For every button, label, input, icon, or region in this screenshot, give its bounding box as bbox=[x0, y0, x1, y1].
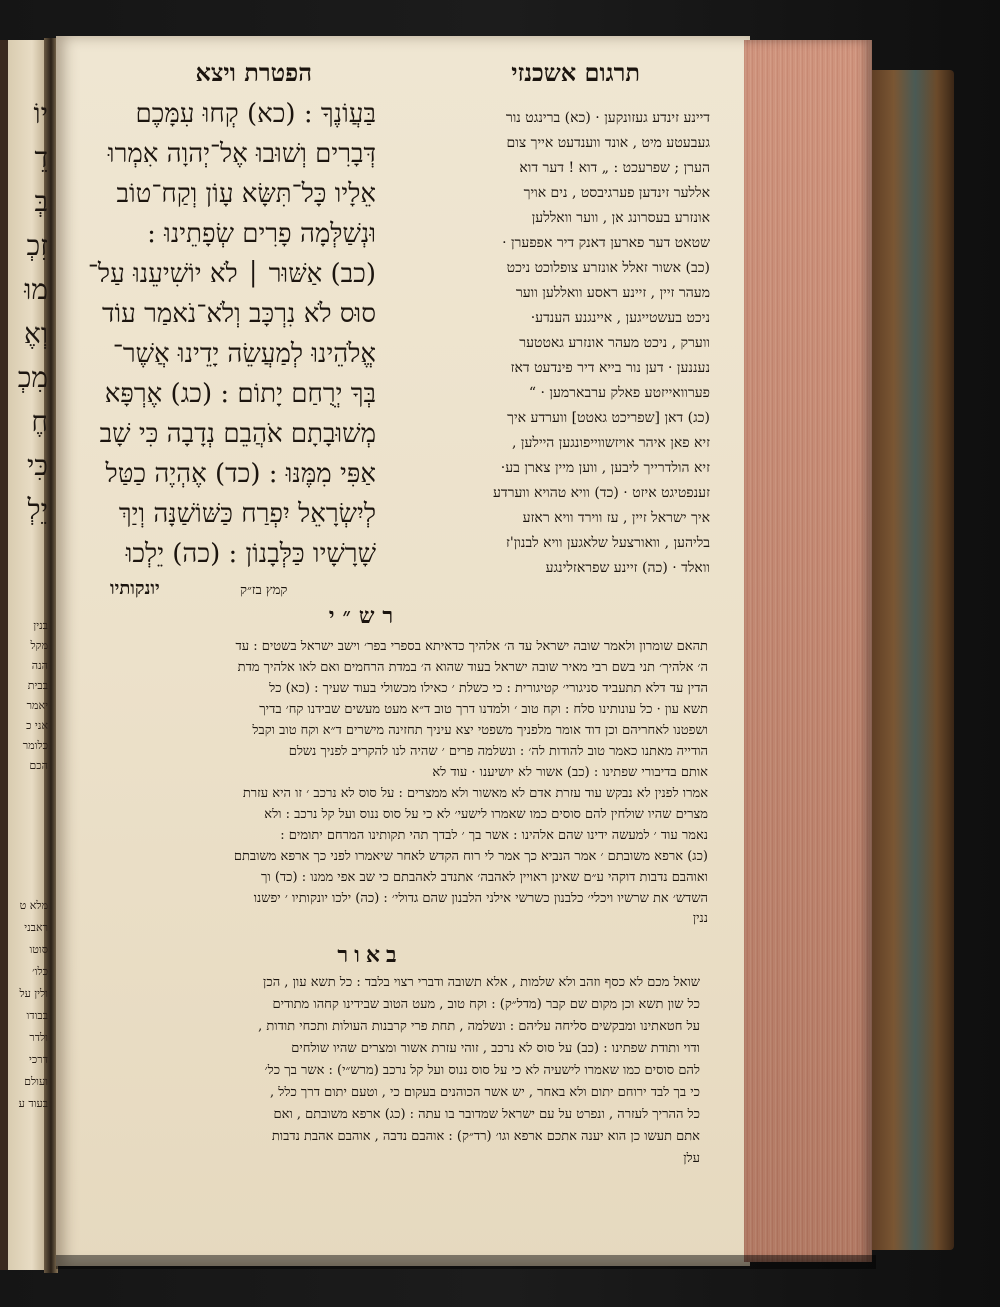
yiddish-line: (כג) דאן [שפריכט גאטט] ווערדע איך bbox=[507, 410, 710, 426]
rashi-line: מצרים שהיו שולחין להם סוסים כמו שאמרו לישעי׳ לא כי על סוס ננוס ועל קל נרכב : ולא bbox=[264, 808, 708, 822]
running-header-right: תרגום אשכנזי bbox=[511, 58, 640, 87]
hebrew-line: שָׁרָשָׁיו כַּלְּבָנוֹן : (כה) יֵלְכוּ bbox=[125, 540, 376, 569]
rashi-commentary bbox=[60, 640, 708, 930]
left-page-small-text: ועולם bbox=[24, 1075, 48, 1088]
yiddish-line: אונזרע בעסרונג אן , ווער וואללען bbox=[531, 210, 710, 226]
biur-line: כל שון תשא וכן מקום שם קבר (מדל״ק) : וקח טוב , מעט הטוב שבידינו קחהו מתודים bbox=[272, 998, 700, 1012]
rashi-line: ננין bbox=[692, 912, 708, 926]
rashi-line: תהאם שומרון ולאמר שובה ישראל עד ה׳ אלהיך כדאיתא בספרי בפר׳ וישב ישראל בשטים : עד bbox=[235, 640, 708, 654]
hebrew-line: בַּעֲוֹנֶךָ : (כא) קְחוּ עִמָּכֶם bbox=[135, 100, 376, 129]
hebrew-line: לְיִשְׂרָאֵל יִפְרַח כַּשּׁוֹשַׁנָּה וְיַךְ bbox=[118, 500, 376, 529]
vowel-note: קמץ בז״ק bbox=[240, 583, 288, 598]
left-page-small-text: כלומר bbox=[22, 739, 48, 752]
left-page-glyph: מִכְ bbox=[17, 361, 48, 394]
book-bottom-shadow bbox=[56, 1255, 876, 1269]
hebrew-line: מְשׁוּבָתָם אֹהֲבֵם נְדָבָה כִּי שָׁב bbox=[99, 420, 376, 449]
yiddish-line: אללער זינדען פערגיבסט , נים אויך bbox=[523, 185, 710, 201]
hebrew-line: אֱלֹהֵינוּ לְמַעֲשֵׂה יָדֵינוּ אֲשֶׁר־ bbox=[112, 340, 376, 369]
yiddish-line: זענפטיגט איזט · (כד) וויא טהויא ווערדע bbox=[492, 485, 710, 501]
biur-line: אתם תעשו כן הוא יענה אתכם ארפא וגו׳ (רד״ק) : אוהבם נדבה , אוהבם אהבת נדבות bbox=[271, 1130, 700, 1144]
yiddish-line: בליהען , וואורצעל שלאגען וויא לבנון'ז bbox=[505, 535, 710, 551]
left-page-small-text: כלו׳ bbox=[32, 965, 48, 978]
hebrew-line: דְּבָרִים וְשׁוּבוּ אֶל־יְהוָה אִמְרוּ bbox=[107, 140, 376, 169]
left-page-glyph: חֶ bbox=[31, 405, 48, 438]
left-page-small-text: סוטו bbox=[29, 943, 48, 956]
yiddish-line: זיא פאן איהר אויזשווייפונגען היילען , bbox=[512, 435, 710, 451]
left-page-glyph: דֵ bbox=[34, 141, 48, 174]
rashi-line: תשא עון · כל עונותינו סלח : וקח טוב ׳ ולמדנו דרך טוב ד״א מעט מעשים שבידנו קח׳ בדיך bbox=[259, 703, 708, 717]
left-page-small-text: בבית bbox=[27, 679, 48, 692]
yiddish-line: פערוואייזטע פאלק ערבארמען · “ bbox=[528, 385, 710, 401]
biur-line: כל ההריך לעזרה , ונפרט על עם ישראל שמדובר בו עתה : (כג) ארפא משובתם , ואם bbox=[273, 1108, 700, 1122]
left-page-small-text: אני כ bbox=[26, 719, 48, 732]
rashi-line: הודייה מאתנו כאמר טוב להודות לה׳ : ונשלמה פרים ׳ שהיה לנו להקריב לפניך נשלם bbox=[288, 745, 708, 759]
rashi-line: הדין עד דלא תתעביד סניגורי׳ קטיגורית : כי כשלת ׳ כאילו מכשולי בעוד שעיך : (כא) כל bbox=[269, 682, 708, 696]
hebrew-line: אַפִּי מִמֶּנּוּ : (כד) אֶהְיֶה כַטַּל bbox=[105, 460, 376, 489]
hebrew-line: אֵלָיו כָּל־תִּשָּׂא עָוֹן וְקַח־טוֹב bbox=[116, 180, 376, 209]
biur-commentary bbox=[60, 976, 700, 1176]
biur-line: שואל מכם לא כסף וזהב ולא שלמות , אלא תשובה ודברי רצוי בלבד : כל תשא עון , הכן bbox=[263, 976, 700, 990]
rashi-line: ואוהבם נדבות דוקהי ע״ם שאינן ראויין לאהבה׳ אתנדב לאהבתם כי שב אפי ממנו : (כד) וך bbox=[260, 871, 708, 885]
rashi-line: ה׳ אלהיך׳ תני בשם רבי מאיר שובה ישראל בעוד שהוא ה׳ במדת הרחמים ואם לאו אלהיך מדת bbox=[237, 661, 708, 675]
yiddish-line: שטאט דער פארען דאנק דיר אפפערן · bbox=[502, 235, 710, 251]
biur-line: עלן bbox=[683, 1152, 700, 1166]
rashi-line: אמרו לפנין לא נבקש עוד עזרת אדם לא מאשור ולא ממצרים : על סוס לא נרכב ׳ זו היא עזרת bbox=[242, 787, 708, 801]
left-page-small-text: ראבני bbox=[24, 921, 48, 934]
yiddish-line: דיינע זינדע געזונקען · (כא) ברינגט נור bbox=[505, 110, 710, 126]
left-page-glyph: כִּי bbox=[26, 449, 48, 482]
yiddish-line: מעהר זיין , זיינע ראסע וואללען ווער bbox=[515, 285, 710, 301]
left-page-glyph: בְּ bbox=[34, 185, 48, 218]
biur-line: על חטאתינו ומבקשים סליחה עליהם : ונשלמה , תחת פרי קרבנות העולות ותכחי תודות , bbox=[258, 1020, 700, 1034]
hebrew-line: בְּךָ יְרֻחַם יָתוֹם : (כג) אֶרְפָּא bbox=[104, 380, 376, 409]
rashi-heading: רש״י bbox=[328, 603, 402, 629]
left-page-glyph: יוֹ bbox=[33, 100, 48, 130]
yiddish-line: געבעטע מיט , אונד ווענדעט אייך צום bbox=[506, 135, 710, 151]
left-page-small-text: בעוד ע bbox=[18, 1097, 48, 1110]
left-page-small-text: ולדר bbox=[29, 1031, 48, 1044]
left-page-glyph: יֵלְ bbox=[27, 493, 48, 526]
left-page-small-text: הכם bbox=[29, 759, 48, 772]
rashi-line: ושפטנו לאחריהם וכן דוד אומר מלפניך משפטי יצא עיניך תחזינה מישרים ד״א וקח טוב וקבל bbox=[252, 724, 708, 738]
catch-word: יונקותיו bbox=[110, 578, 160, 599]
running-header-left: הפטרת ויצא bbox=[195, 58, 312, 87]
left-page-small-text: בנין bbox=[33, 619, 48, 632]
yiddish-line: הערן ; שפרעכט : „ דוא ! דער דוא bbox=[519, 160, 710, 176]
yiddish-line: וואלד · (כה) זיינע שפראזלינגע bbox=[545, 560, 710, 576]
left-page-text bbox=[12, 100, 48, 1200]
biur-heading: באור bbox=[337, 942, 403, 968]
yiddish-line: זיא הולדרייך ליבען , ווען מיין צארן בע· bbox=[500, 460, 710, 476]
hebrew-line: (כב) אַשּׁוּר ׀ לֹא יוֹשִׁיעֵנוּ עַל־ bbox=[87, 260, 376, 289]
left-page-small-text: בבודו bbox=[26, 1009, 48, 1022]
yiddish-line: ווערק , ניכט מעהר אונזרע גאטטער bbox=[519, 335, 710, 351]
left-page-glyph: וְאֶ bbox=[24, 317, 48, 350]
left-page-small-text: ולין על bbox=[19, 987, 48, 1000]
rashi-line: אותם בדיבורי שפתינו : (כב) אשור לא יושיענו · עוד לא bbox=[432, 766, 708, 780]
catch-words bbox=[100, 578, 660, 602]
hebrew-line: סוּס לֹא נִרְכָּב וְלֹא־נֹאמַר עוֹד bbox=[101, 300, 376, 329]
yiddish-line: איך ישראל זיין , עז ווירד וויא ראזע bbox=[522, 510, 710, 526]
biur-line: כי בך לבד ירוחם יתום ולא באחר , יש אשר הכוהנים בעקום כי , וטעם יתום דרך כלל , bbox=[270, 1086, 700, 1100]
yiddish-line: ניכט בעשטייגען , איינגנע הענדע· bbox=[530, 310, 710, 326]
left-page-small-text: יאמר bbox=[26, 699, 48, 712]
book-cover-marbled bbox=[868, 70, 954, 1250]
yiddish-line: (כב) אשור זאלל אונזרע צופלוכט ניכט bbox=[506, 260, 710, 276]
left-page-small-text: מקל bbox=[30, 639, 48, 652]
biur-line: ודוי ותודת שפתינו : (כב) על סוס לא נרכב , זוהי עזרת אשור ומצרים שהיו שולחים bbox=[291, 1042, 700, 1056]
left-page-glyph: מוּ bbox=[24, 273, 48, 306]
yiddish-translation-column bbox=[380, 110, 710, 590]
left-page-small-text: דרכי bbox=[29, 1053, 48, 1066]
left-page-small-text: מלא ט bbox=[19, 899, 48, 912]
hebrew-text-column bbox=[64, 100, 376, 610]
biur-line: להם סוסים כמו שאמרו לישעיה לא כי על סוס ננוס ועל קל נרכב (מרש״י) : אשר בך כל׳ bbox=[264, 1064, 700, 1078]
page-edges-shade bbox=[744, 40, 872, 1262]
left-page-small-text: הנה bbox=[31, 659, 48, 672]
rashi-line: (כג) ארפא משובתם ׳ אמר הנביא כך אמר לי רוח הקדש לאחר שיאמרו לפני כך ארפא משובתם bbox=[233, 850, 708, 864]
hebrew-line: וּנְשַׁלְּמָה פָרִים שְׂפָתֵינוּ : bbox=[147, 220, 376, 249]
yiddish-line: נעננען · דען נור בייא דיר פינדעט דאז bbox=[510, 360, 710, 376]
rashi-line: השדש׳ את שרשיו ויכלי׳ כלבנון כשרשי אילני הלבנון שהם גדולי׳ : (כה) ילכו יונקותיו ׳ יפשנו bbox=[253, 892, 708, 906]
rashi-line: נאמר עוד ׳ למעשה ידינו שהם אלהינו : אשר בך ׳ לבדך תהי תקותינו המרחם יתומים : bbox=[280, 829, 708, 843]
left-page-glyph: זִכְ bbox=[26, 229, 48, 262]
